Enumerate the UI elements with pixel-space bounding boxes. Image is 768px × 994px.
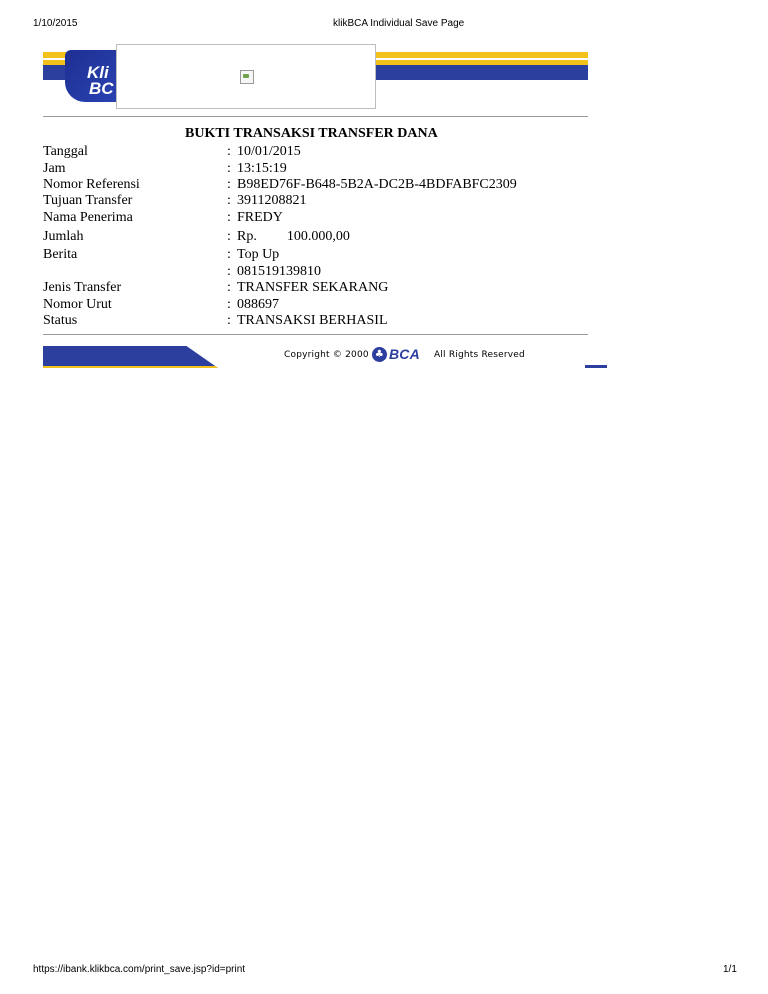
detail-separator: :: [227, 247, 231, 262]
detail-separator: :: [227, 177, 231, 192]
detail-label: Tujuan Transfer: [43, 193, 133, 208]
logo-text-line1: Kli: [87, 63, 109, 82]
detail-value: 088697: [237, 297, 279, 312]
detail-label: Berita: [43, 247, 78, 262]
rights-text: All Rights Reserved: [434, 350, 525, 360]
copyright-text: Copyright © 2000: [284, 350, 369, 360]
detail-separator: :: [227, 297, 231, 312]
detail-label: Nama Penerima: [43, 210, 133, 225]
detail-separator: :: [227, 161, 231, 176]
detail-separator: :: [227, 280, 231, 295]
detail-label: Jenis Transfer: [43, 280, 122, 295]
bca-footer-logo: [372, 347, 428, 363]
print-page-number: 1/1: [723, 964, 737, 975]
detail-value: 3911208821: [237, 193, 307, 208]
currency-label: Rp.: [237, 229, 257, 244]
detail-separator: :: [227, 144, 231, 159]
broken-image-icon: [240, 70, 254, 84]
footer-banner-shape: [43, 346, 218, 368]
detail-label: Status: [43, 313, 78, 328]
bca-footer-brand: BCA: [389, 346, 420, 362]
detail-value: TRANSAKSI BERHASIL: [237, 313, 388, 328]
footer-banner-accent: [585, 365, 607, 368]
detail-separator: :: [227, 229, 231, 244]
detail-value: 13:15:19: [237, 161, 287, 176]
detail-label: Nomor Urut: [43, 297, 112, 312]
detail-separator: :: [227, 210, 231, 225]
amount-value: 100.000,00: [286, 229, 350, 244]
detail-value: TRANSFER SEKARANG: [237, 280, 389, 295]
detail-label: Tanggal: [43, 144, 88, 159]
detail-value: FREDY: [237, 210, 283, 225]
detail-separator: :: [227, 313, 231, 328]
detail-label: Nomor Referensi: [43, 177, 140, 192]
detail-value: 10/01/2015: [237, 144, 301, 159]
logo-text-line2: BC: [89, 79, 114, 98]
detail-value: [237, 228, 350, 245]
detail-label: Jumlah: [43, 229, 84, 244]
copyright-line: [284, 346, 525, 362]
header-divider: [43, 116, 588, 117]
banner-ad-frame: [116, 44, 376, 109]
detail-label: Jam: [43, 161, 66, 176]
detail-separator: :: [227, 264, 231, 279]
detail-value: 081519139810: [237, 264, 321, 279]
detail-value: B98ED76F-B648-5B2A-DC2B-4BDFABFC2309: [237, 177, 517, 192]
receipt-title: BUKTI TRANSAKSI TRANSFER DANA: [185, 126, 438, 141]
print-page-title: klikBCA Individual Save Page: [333, 18, 465, 29]
detail-value: Top Up: [237, 247, 280, 262]
footer-divider: [43, 334, 588, 335]
print-url: https://ibank.klikbca.com/print_save.jsp?id=print: [33, 964, 246, 975]
print-date: 1/10/2015: [33, 18, 78, 29]
bca-emblem-icon: ♣: [372, 347, 387, 362]
detail-separator: :: [227, 193, 231, 208]
